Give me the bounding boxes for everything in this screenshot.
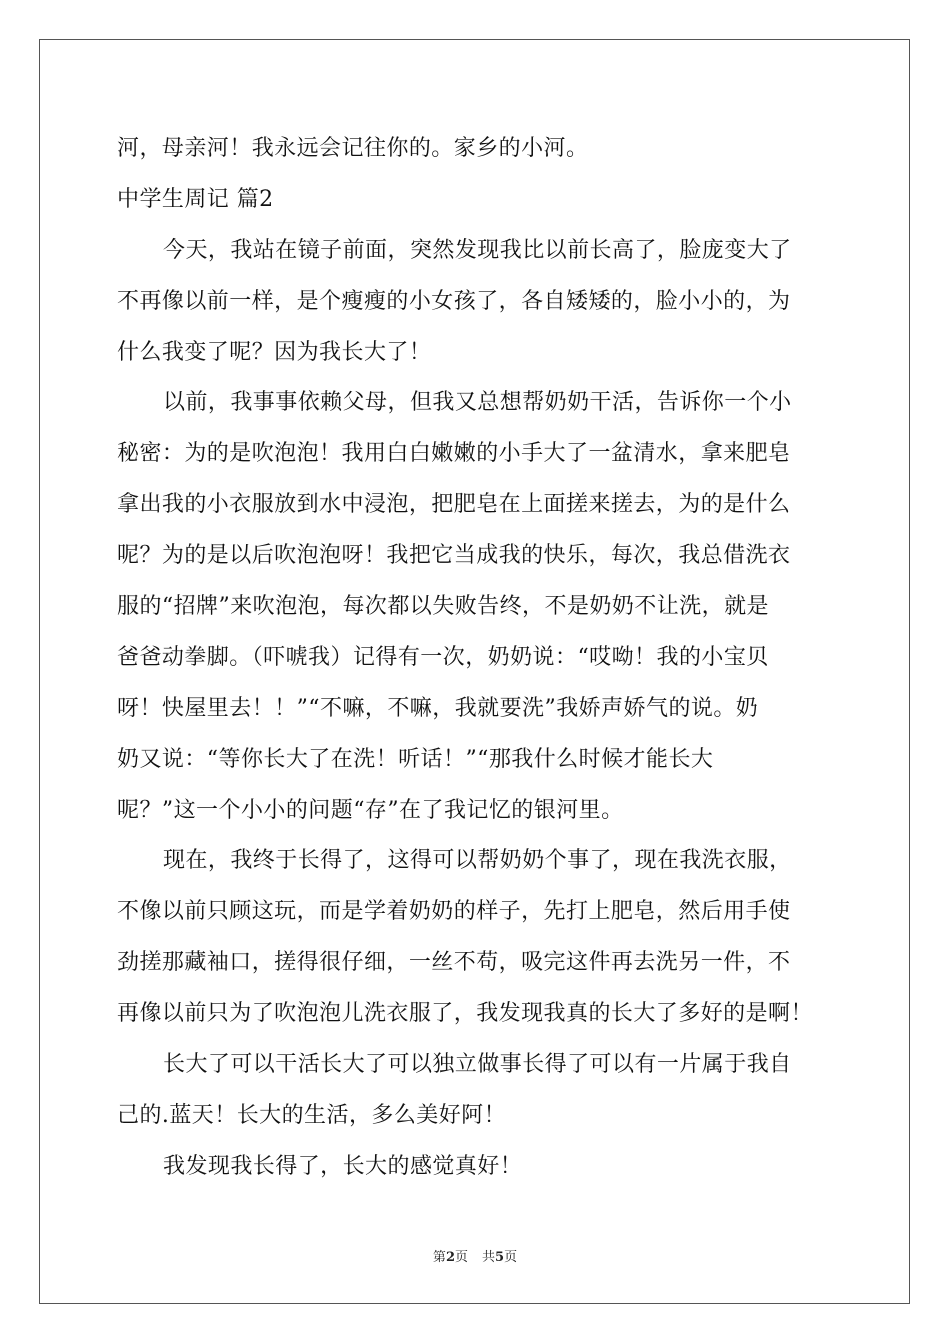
text-line: 呢？”这一个小小的问题“存”在了我记忆的银河里。 [117, 797, 624, 823]
text-line: 呀！快屋里去！！”“不嘛，不嘛，我就要洗”我娇声娇气的说。奶 [117, 695, 759, 721]
text-line: 不再像以前一样，是个瘦瘦的小女孩了，各自矮矮的，脸小小的，为 [117, 288, 791, 314]
text-line: 现在，我终于长得了，这得可以帮奶奶个事了，现在我洗衣服， [163, 848, 792, 874]
text-line: 今天，我站在镜子前面，突然发现我比以前长高了，脸庞变大了 [163, 237, 792, 263]
text-line: 呢？为的是以后吹泡泡呀！我把它当成我的快乐，每次，我总借洗衣 [117, 543, 791, 569]
text-line: 秘密：为的是吹泡泡！我用白白嫩嫩的小手大了一盆清水，拿来肥皂 [117, 441, 791, 467]
footer-page-suffix: 页 [454, 1250, 468, 1265]
text-line: 什么我变了呢？因为我长大了！ [117, 339, 432, 365]
text-line: 再像以前只为了吹泡泡儿洗衣服了，我发现我真的长大了多好的是啊！ [117, 1001, 813, 1027]
text-line: 不像以前只顾这玩，而是学着奶奶的样子，先打上肥皂，然后用手使 [117, 899, 791, 925]
section-heading: 中学生周记 篇2 [117, 186, 274, 212]
text-line: 爸爸动拳脚。（吓唬我）记得有一次，奶奶说：“哎呦！我的小宝贝 [117, 644, 769, 670]
text-line: 河，母亲河！我永远会记往你的。家乡的小河。 [117, 136, 589, 161]
text-line: 拿出我的小衣服放到水中浸泡，把肥皂在上面搓来搓去，为的是什么 [117, 492, 791, 518]
footer-total-pages: 5 [495, 1250, 505, 1265]
footer-page-prefix: 第 [432, 1250, 446, 1265]
text-line: 长大了可以干活长大了可以独立做事长得了可以有一片属于我自 [163, 1052, 792, 1078]
footer-total-suffix: 页 [504, 1250, 518, 1265]
text-line: 劲搓那藏袖口，搓得很仔细，一丝不苟，吸完这件再去洗另一件，不 [117, 950, 791, 976]
text-line: 奶又说：“等你长大了在洗！听话！”“那我什么时候才能长大 [117, 746, 714, 772]
footer-page-number: 2 [445, 1250, 455, 1265]
footer-total-prefix: 共 [482, 1250, 496, 1265]
text-line: 己的.蓝天！长大的生活，多么美好阿！ [117, 1102, 507, 1128]
document-body [117, 124, 837, 1193]
text-line: 我发现我长得了，长大的感觉真好！ [163, 1153, 523, 1179]
text-line: 以前，我事事依赖父母，但我又总想帮奶奶干活，告诉你一个小 [163, 390, 792, 416]
text-line: 服的“招牌”来吹泡泡，每次都以失败告终，不是奶奶不让洗，就是 [117, 594, 769, 620]
page-footer [0, 1246, 950, 1265]
